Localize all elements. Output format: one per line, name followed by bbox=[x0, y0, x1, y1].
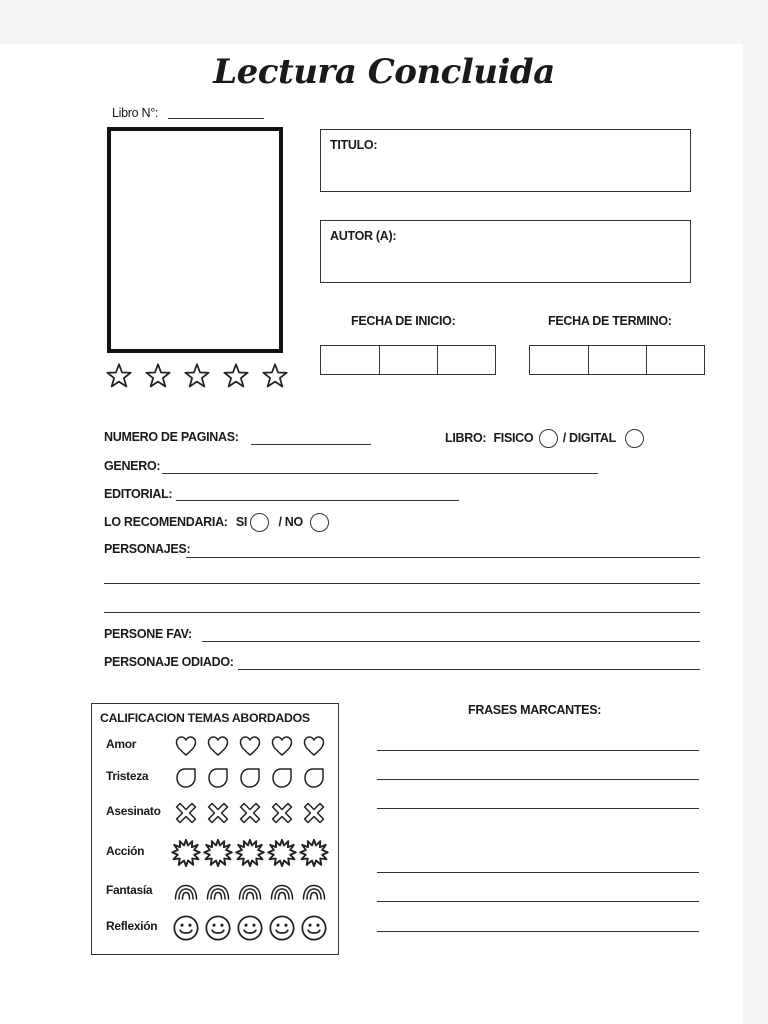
x-cross-icon[interactable] bbox=[206, 801, 230, 825]
x-cross-icon[interactable] bbox=[174, 801, 198, 825]
smiley-face-icon[interactable] bbox=[300, 914, 328, 942]
heart-icon[interactable] bbox=[270, 734, 294, 758]
personajes-line-1[interactable] bbox=[186, 557, 700, 558]
fecha-inicio-field[interactable] bbox=[320, 345, 496, 375]
heart-icon[interactable] bbox=[206, 734, 230, 758]
digital-label: / DIGITAL bbox=[562, 430, 616, 445]
digital-radio[interactable] bbox=[625, 429, 644, 448]
frase-line-6[interactable] bbox=[377, 931, 699, 932]
no-label: / NO bbox=[278, 514, 303, 529]
heart-icon[interactable] bbox=[302, 734, 326, 758]
tear-drop-icon[interactable] bbox=[206, 766, 230, 790]
frase-line-2[interactable] bbox=[377, 779, 699, 780]
libro-format-group bbox=[445, 429, 644, 448]
fecha-termino-month-cell[interactable] bbox=[588, 346, 647, 374]
tema-label: Fantasía bbox=[106, 883, 153, 897]
star-icon[interactable] bbox=[261, 362, 289, 390]
rainbow-icon[interactable] bbox=[270, 880, 294, 904]
si-label: SI bbox=[235, 514, 248, 529]
fisico-label: FISICO bbox=[493, 430, 534, 445]
fecha-inicio-label: FECHA DE INICIO: bbox=[351, 314, 456, 328]
tema-label: Asesinato bbox=[106, 804, 161, 818]
rainbow-icon[interactable] bbox=[302, 880, 326, 904]
smiley-face-icon[interactable] bbox=[172, 914, 200, 942]
tema-label: Reflexión bbox=[106, 919, 158, 933]
smiley-face-icon[interactable] bbox=[268, 914, 296, 942]
smiley-face-icon[interactable] bbox=[236, 914, 264, 942]
x-cross-icon[interactable] bbox=[302, 801, 326, 825]
editorial-label: EDITORIAL: bbox=[104, 487, 173, 501]
tear-drop-icon[interactable] bbox=[270, 766, 294, 790]
rainbow-icon[interactable] bbox=[238, 880, 262, 904]
personajes-label: PERSONAJES: bbox=[104, 542, 191, 556]
page-title: Lectura Concluida bbox=[213, 52, 555, 92]
recomendaria-group bbox=[104, 513, 329, 532]
personaje-odiado-label: PERSONAJE ODIADO: bbox=[104, 655, 234, 669]
titulo-label: TITULO: bbox=[330, 138, 378, 152]
temas-heading: CALIFICACION TEMAS ABORDADOS bbox=[100, 711, 310, 725]
genero-label: GENERO: bbox=[104, 459, 161, 473]
frase-line-5[interactable] bbox=[377, 901, 699, 902]
fecha-inicio-day-cell[interactable] bbox=[321, 346, 380, 374]
cover-image-box[interactable] bbox=[107, 127, 283, 353]
frase-line-3[interactable] bbox=[377, 808, 699, 809]
explosion-icon[interactable] bbox=[299, 838, 329, 868]
si-radio[interactable] bbox=[250, 513, 269, 532]
x-cross-icon[interactable] bbox=[238, 801, 262, 825]
tear-drop-icon[interactable] bbox=[302, 766, 326, 790]
libro-no-label: Libro N°: bbox=[112, 106, 159, 120]
fecha-inicio-month-cell[interactable] bbox=[379, 346, 438, 374]
explosion-icon[interactable] bbox=[171, 838, 201, 868]
heart-icon[interactable] bbox=[174, 734, 198, 758]
heart-icon[interactable] bbox=[238, 734, 262, 758]
rainbow-icon[interactable] bbox=[174, 880, 198, 904]
explosion-icon[interactable] bbox=[267, 838, 297, 868]
titulo-field[interactable] bbox=[320, 129, 691, 192]
tear-drop-icon[interactable] bbox=[174, 766, 198, 790]
personaje-odiado-field[interactable] bbox=[238, 669, 700, 670]
explosion-icon[interactable] bbox=[235, 838, 265, 868]
genero-field[interactable] bbox=[162, 473, 598, 474]
numero-paginas-field[interactable] bbox=[251, 444, 371, 445]
fisico-radio[interactable] bbox=[539, 429, 558, 448]
libro-label: LIBRO: bbox=[445, 430, 487, 445]
frase-line-4[interactable] bbox=[377, 872, 699, 873]
personajes-line-3[interactable] bbox=[104, 612, 700, 613]
explosion-icon[interactable] bbox=[203, 838, 233, 868]
tema-label: Amor bbox=[106, 737, 137, 751]
autor-field[interactable] bbox=[320, 220, 691, 283]
frase-line-1[interactable] bbox=[377, 750, 699, 751]
smiley-face-icon[interactable] bbox=[204, 914, 232, 942]
star-icon[interactable] bbox=[144, 362, 172, 390]
fecha-termino-field[interactable] bbox=[529, 345, 705, 375]
tema-label: Acción bbox=[106, 844, 145, 858]
frases-label: FRASES MARCANTES: bbox=[468, 703, 602, 717]
no-radio[interactable] bbox=[310, 513, 329, 532]
star-icon[interactable] bbox=[105, 362, 133, 390]
rainbow-icon[interactable] bbox=[206, 880, 230, 904]
fecha-termino-day-cell[interactable] bbox=[530, 346, 589, 374]
tema-label: Tristeza bbox=[106, 769, 149, 783]
personajes-line-2[interactable] bbox=[104, 583, 700, 584]
numero-paginas-label: NUMERO DE PAGINAS: bbox=[104, 430, 239, 444]
libro-no-field[interactable] bbox=[168, 118, 264, 119]
tear-drop-icon[interactable] bbox=[238, 766, 262, 790]
persone-fav-label: PERSONE FAV: bbox=[104, 627, 192, 641]
autor-label: AUTOR (A): bbox=[330, 229, 397, 243]
persone-fav-field[interactable] bbox=[202, 641, 700, 642]
x-cross-icon[interactable] bbox=[270, 801, 294, 825]
star-icon[interactable] bbox=[183, 362, 211, 390]
fecha-termino-label: FECHA DE TERMINO: bbox=[548, 314, 672, 328]
editorial-field[interactable] bbox=[176, 500, 459, 501]
recomendaria-label: LO RECOMENDARIA: bbox=[104, 514, 228, 529]
star-icon[interactable] bbox=[222, 362, 250, 390]
